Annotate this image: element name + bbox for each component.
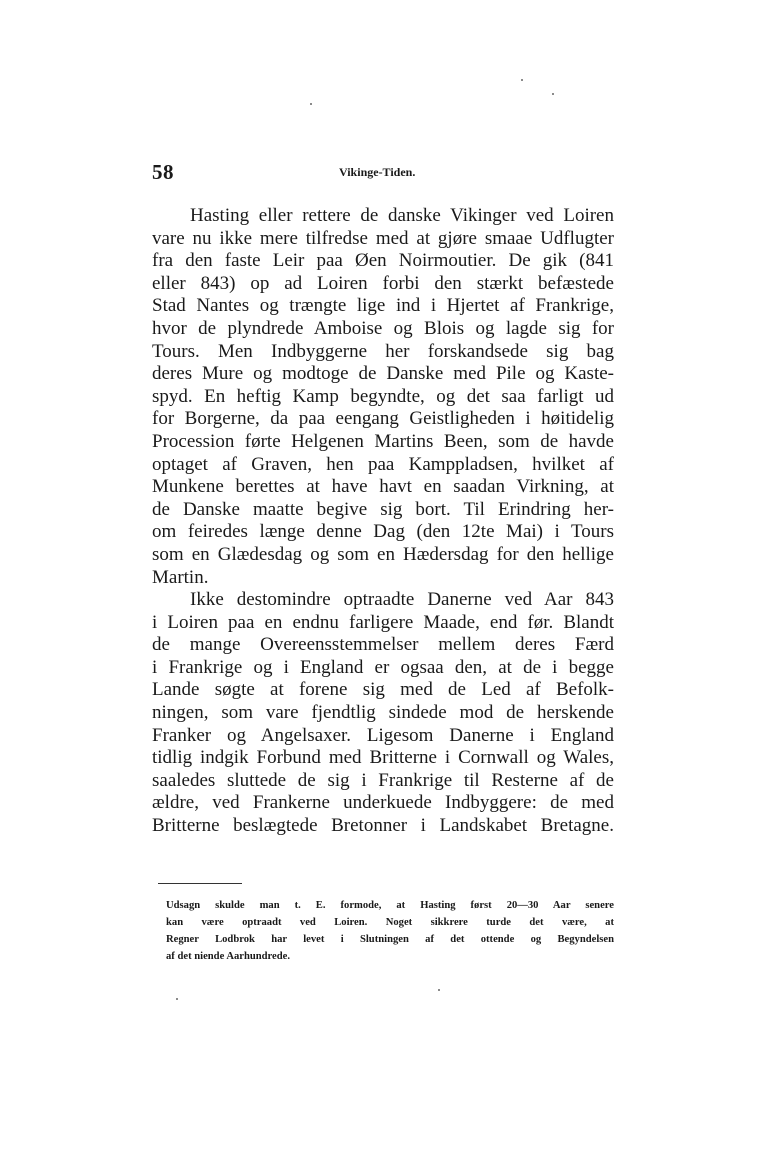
text-line: ældre, ved Frankerne underkuede Indbyggere: de med <box>152 792 614 814</box>
footnote-line: kan være optraadt ved Loiren. Noget sikkrere turde det være, at <box>166 917 614 928</box>
text-line: Stad Nantes og trængte lige ind i Hjertet af Frankrige, <box>152 295 614 317</box>
paper-speck <box>176 998 178 1000</box>
body-text <box>152 205 614 838</box>
paper-speck <box>552 93 554 95</box>
text-line: de Danske maatte begive sig bort. Til Erindring her- <box>152 498 614 520</box>
text-line: optaget af Graven, hen paa Kamppladsen, hvilket af <box>152 453 614 475</box>
paper-speck <box>438 989 440 991</box>
text-line: ningen, som vare fjendtlig sindede mod de herskende <box>152 702 614 724</box>
text-line: saaledes sluttede de sig i Frankrige til Resterne af de <box>152 769 614 791</box>
text-line: om feiredes længe denne Dag (den 12te Mai) i Tours <box>152 521 614 543</box>
text-line: i Loiren paa en endnu farligere Maade, end før. Blandt <box>152 611 614 633</box>
running-title: Vikinge-Tiden. <box>339 165 416 179</box>
text-line: tidlig indgik Forbund med Britterne i Cornwall og Wales, <box>152 747 614 769</box>
page-number: 58 <box>152 160 174 184</box>
text-line: Tours. Men Indbyggerne her forskandsede sig bag <box>152 340 614 362</box>
text-line: Hasting eller rettere de danske Vikinger ved Loiren <box>190 205 614 226</box>
text-line: Martin. <box>152 566 209 588</box>
text-line: eller 843) op ad Loiren forbi den stærkt befæstede <box>152 272 614 294</box>
footnote-line: af det niende Aarhundrede. <box>166 951 291 962</box>
text-line: Procession førte Helgenen Martins Been, som de havde <box>152 430 614 452</box>
footnote-line: Regner Lodbrok har levet i Slutningen af det ottende og Begyndelsen <box>166 934 614 945</box>
text-line: Ikke destomindre optraadte Danerne ved Aar 843 <box>190 589 614 611</box>
paper-speck <box>521 79 523 81</box>
text-line: Franker og Angelsaxer. Ligesom Danerne i England <box>152 724 614 746</box>
text-line: hvor de plyndrede Amboise og Blois og lagde sig for <box>152 317 614 339</box>
text-line: Munkene berettes at have havt en saadan Virkning, at <box>152 476 614 498</box>
footnote-rule <box>158 883 242 884</box>
text-line: i Frankrige og i England er ogsaa den, at de i begge <box>152 656 614 678</box>
text-line: deres Mure og modtoge de Danske med Pile og Kaste- <box>152 363 614 385</box>
text-line: for Borgerne, da paa eengang Geistligheden i høitidelig <box>152 408 614 430</box>
text-line: Britterne beslægtede Bretonner i Landskabet Bretagne. <box>152 815 614 837</box>
running-head <box>152 160 614 186</box>
text-line: fra den faste Leir paa Øen Noirmoutier. De gik (841 <box>152 250 614 272</box>
footnote <box>166 897 614 965</box>
text-line: som en Glædesdag og som en Hædersdag for den hellige <box>152 543 614 565</box>
text-line: Lande søgte at forene sig med de Led af Befolk- <box>152 679 614 701</box>
footnote-line: Udsagn skulde man t. E. formode, at Hasting først 20—30 Aar senere <box>166 900 614 911</box>
text-line: spyd. En heftig Kamp begyndte, og det saa farligt ud <box>152 385 614 407</box>
text-line: vare nu ikke mere tilfredse med at gjøre smaae Udflugter <box>152 227 614 249</box>
text-line: de mange Overeensstemmelser mellem deres Færd <box>152 634 614 656</box>
paper-speck <box>310 103 312 105</box>
